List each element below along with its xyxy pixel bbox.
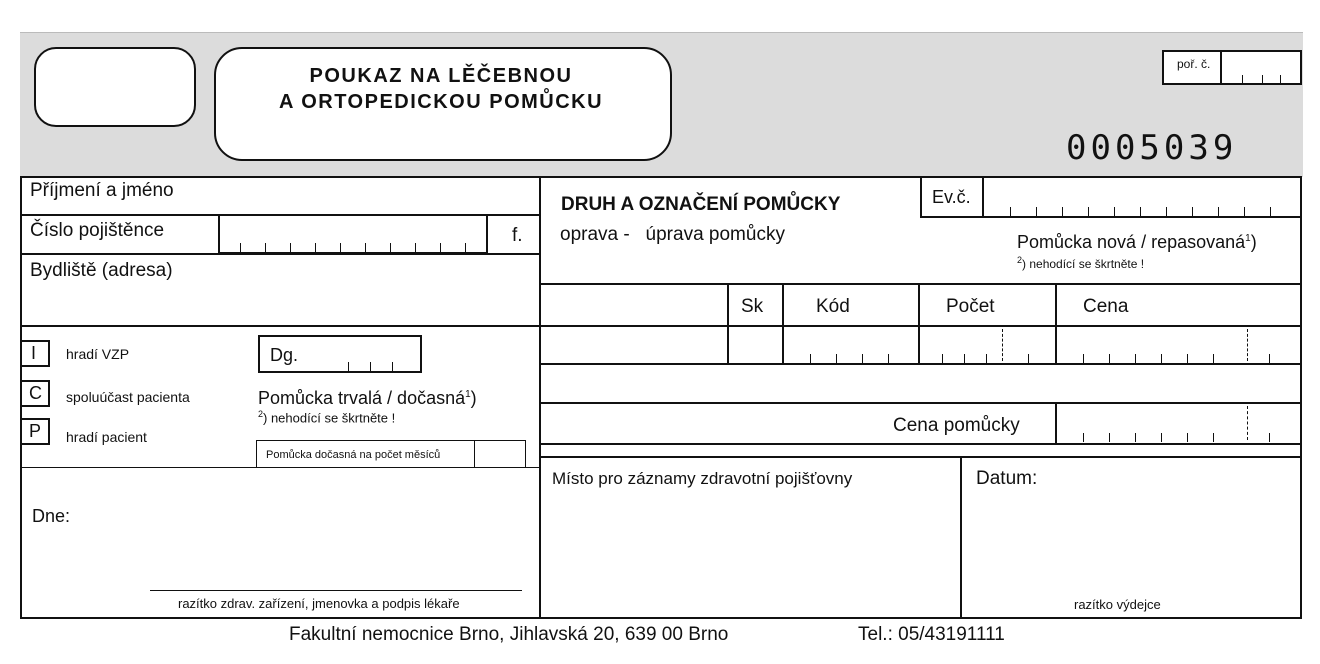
form-title-line2: A ORTOPEDICKOU POMŮCKU xyxy=(278,91,604,113)
code-i-label: hradí VZP xyxy=(66,346,130,362)
device-note: $^2$) nehodící se škrtněte ! xyxy=(1017,255,1145,271)
por-c-label: poř. č. xyxy=(1177,57,1211,71)
sk-field[interactable] xyxy=(729,327,781,363)
insured-number-field[interactable] xyxy=(218,214,488,254)
stamp-box xyxy=(34,47,196,127)
device-price-label: Cena pomůcky xyxy=(893,415,1020,436)
cena-field[interactable] xyxy=(1057,327,1302,363)
device-price-field[interactable] xyxy=(1057,404,1302,442)
months-field[interactable] xyxy=(476,441,525,467)
col-pocet: Počet xyxy=(946,296,995,317)
footer-address: Fakultní nemocnice Brno, Jihlavská 20, 639 00 Brno xyxy=(289,624,729,645)
pocet-field[interactable] xyxy=(920,327,1054,363)
serial-number: 0005039 xyxy=(1066,128,1238,168)
form-title-line1: POUKAZ NA LĚČEBNOU xyxy=(309,65,573,87)
ev-field[interactable] xyxy=(984,180,1302,216)
code-p: P xyxy=(29,421,42,441)
por-c-ticks[interactable] xyxy=(1222,60,1302,84)
diagnosis-note: $^2$) nehodící se škrtněte ! xyxy=(258,409,396,426)
description-row[interactable] xyxy=(541,365,1302,401)
stamp-label: razítko zdrav. zařízení, jmenovka a podpis lékaře xyxy=(178,596,460,611)
repair-label: oprava - úprava pomůcky xyxy=(560,224,785,245)
code-c: C xyxy=(29,383,42,403)
months-label: Pomůcka dočasná na počet měsíců xyxy=(266,449,441,461)
issue-date-label: Datum: xyxy=(976,468,1038,489)
ev-label: Ev.č. xyxy=(932,187,971,207)
insured-number-label: Číslo pojištěnce xyxy=(30,220,165,241)
permanence-label: Pomůcka trvalá / dočasná$^1$) xyxy=(258,388,477,408)
code-i: I xyxy=(31,343,37,363)
footer-phone: Tel.: 05/43191111 xyxy=(858,624,1005,645)
code-p-label: hradí pacient xyxy=(66,429,147,445)
issue-stamp-label: razítko výdejce xyxy=(1074,597,1161,612)
insurer-records-label: Místo pro záznamy zdravotní pojišťovny xyxy=(552,469,853,488)
kod-field[interactable] xyxy=(784,327,917,363)
new-refurbished-label: Pomůcka nová / repasovaná$^1$) xyxy=(1017,232,1257,252)
address-label: Bydliště (adresa) xyxy=(30,260,173,281)
diagnosis-label: Dg. xyxy=(270,345,299,365)
col-cena: Cena xyxy=(1083,296,1129,317)
f-label: f. xyxy=(512,225,523,246)
name-label: Příjmení a jméno xyxy=(30,180,174,201)
code-c-label: spoluúčast pacienta xyxy=(66,389,190,405)
col-kod: Kód xyxy=(816,296,850,317)
device-title: DRUH A OZNAČENÍ POMŮCKY xyxy=(561,194,841,215)
date-label: Dne: xyxy=(32,506,71,526)
col-sk: Sk xyxy=(741,296,764,317)
